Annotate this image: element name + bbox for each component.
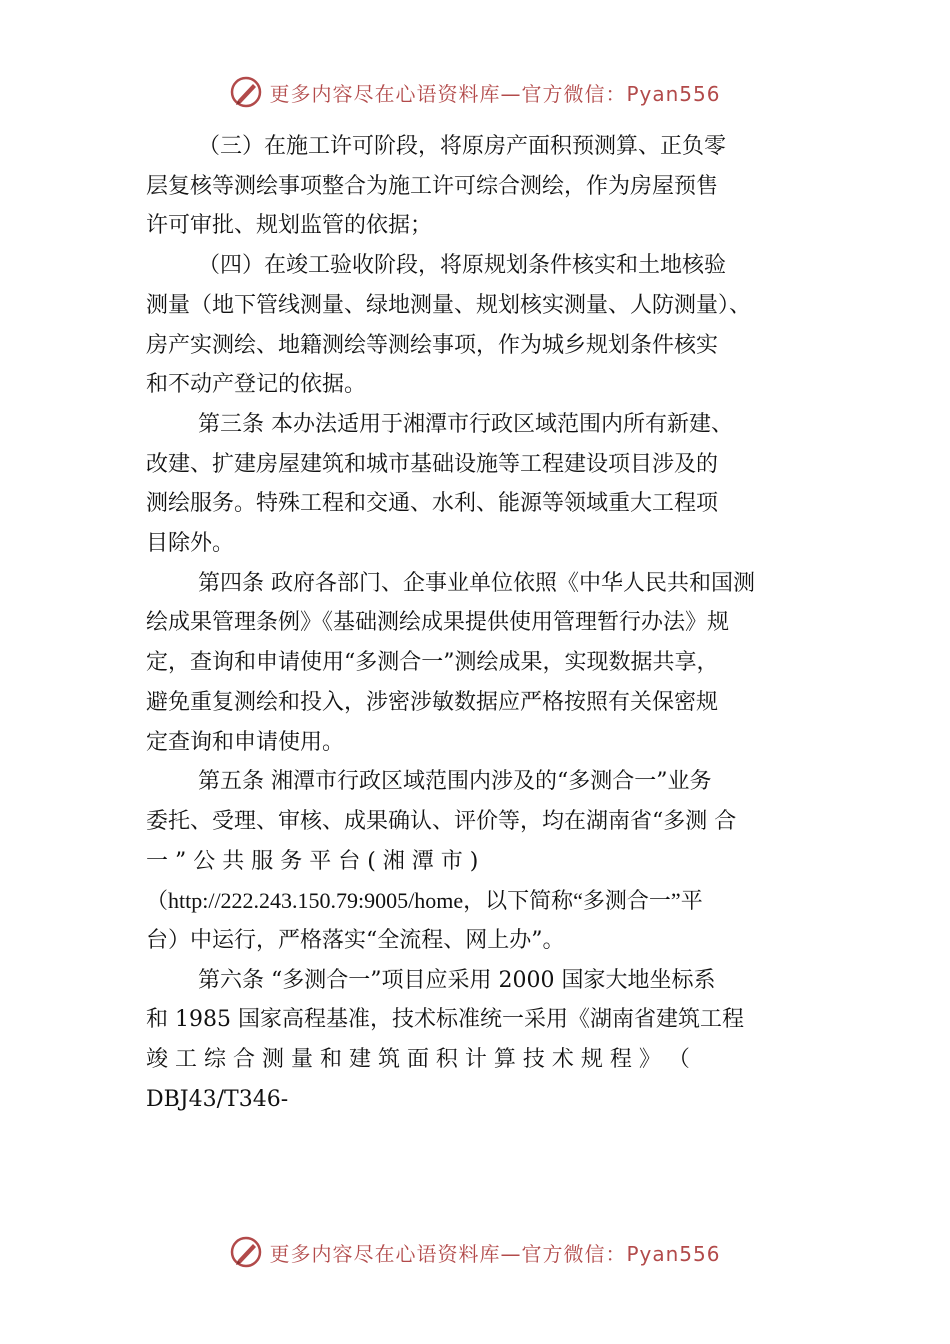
banner-text: 更多内容尽在心语资料库—官方微信：Pyan556 [269, 1241, 721, 1266]
paragraph-3 [146, 127, 808, 246]
text-line: 和 1985 国家高程基准，技术标准统一采用《湖南省建筑工程 [146, 1007, 744, 1033]
text-line: （三）在施工许可阶段，将原房产面积预测算、正负零 [198, 134, 727, 159]
text-line: 改建、扩建房屋建筑和城市基础设施等工程建设项目涉及的 [146, 451, 719, 477]
header-banner [0, 72, 950, 112]
text-line: 台）中运行，严格落实“全流程、网上办”。 [146, 928, 565, 954]
text-line: 一 ” 公 共 服 务 平 台 ( 湘 潭 市 ) [146, 848, 479, 874]
text-line: 和不动产登记的依据。 [146, 372, 367, 398]
text-line: 测量（地下管线测量、绿地测量、规划核实测量、人防测量）、 [146, 292, 752, 318]
text-line: 定，查询和申请使用“多测合一”测绘成果，实现数据共享， [146, 650, 719, 676]
text-line: 许可审批、规划监管的依据； [146, 213, 433, 239]
text-line: DBJ43/T346- [146, 1086, 289, 1112]
article-3 [146, 405, 808, 564]
text-line: 第三条 本办法适用于湘潭市行政区域范围内所有新建、 [198, 411, 733, 437]
paragraph-4 [146, 246, 808, 405]
footer-banner [0, 1232, 950, 1272]
article-6 [146, 961, 808, 1120]
text-line: 第五条 湘潭市行政区域范围内涉及的“多测合一”业务 [198, 769, 712, 795]
text-line: 层复核等测绘事项整合为施工许可综合测绘，作为房屋预售 [146, 173, 719, 199]
banner-text: 更多内容尽在心语资料库—官方微信：Pyan556 [269, 81, 721, 106]
text-line: 定查询和申请使用。 [146, 729, 345, 755]
text-line: 测绘服务。特殊工程和交通、水利、能源等领域重大工程项 [146, 491, 719, 517]
text-line: 避免重复测绘和投入，涉密涉敏数据应严格按照有关保密规 [146, 689, 719, 715]
text-line: 绘成果管理条例》《基础测绘成果提供使用管理暂行办法》规 [146, 610, 730, 636]
document-body [146, 127, 808, 1120]
text-line: 目除外。 [146, 531, 235, 557]
text-line: 房产实测绘、地籍测绘等测绘事项，作为城乡规划条件核实 [146, 332, 719, 358]
text-line: 第六条 “多测合一”项目应采用 2000 国家大地坐标系 [198, 967, 716, 993]
platform-url-line: （http://222.243.150.79:9005/home，以下简称“多测合一”平 [146, 888, 703, 914]
pen-circle-logo-icon [229, 1235, 263, 1269]
pen-circle-logo-icon [229, 75, 263, 109]
text-line: 委托、受理、审核、成果确认、评价等，均在湖南省“多测 合 [146, 808, 737, 834]
text-line: （四）在竣工验收阶段，将原规划条件核实和土地核验 [198, 253, 727, 279]
text-line: 第四条 政府各部门、企事业单位依照《中华人民共和国测 [198, 570, 755, 596]
article-4 [146, 564, 808, 763]
article-5 [146, 762, 808, 961]
text-line: 竣 工 综 合 测 量 和 建 筑 面 积 计 算 技 术 规 程 》 （ [146, 1047, 690, 1073]
